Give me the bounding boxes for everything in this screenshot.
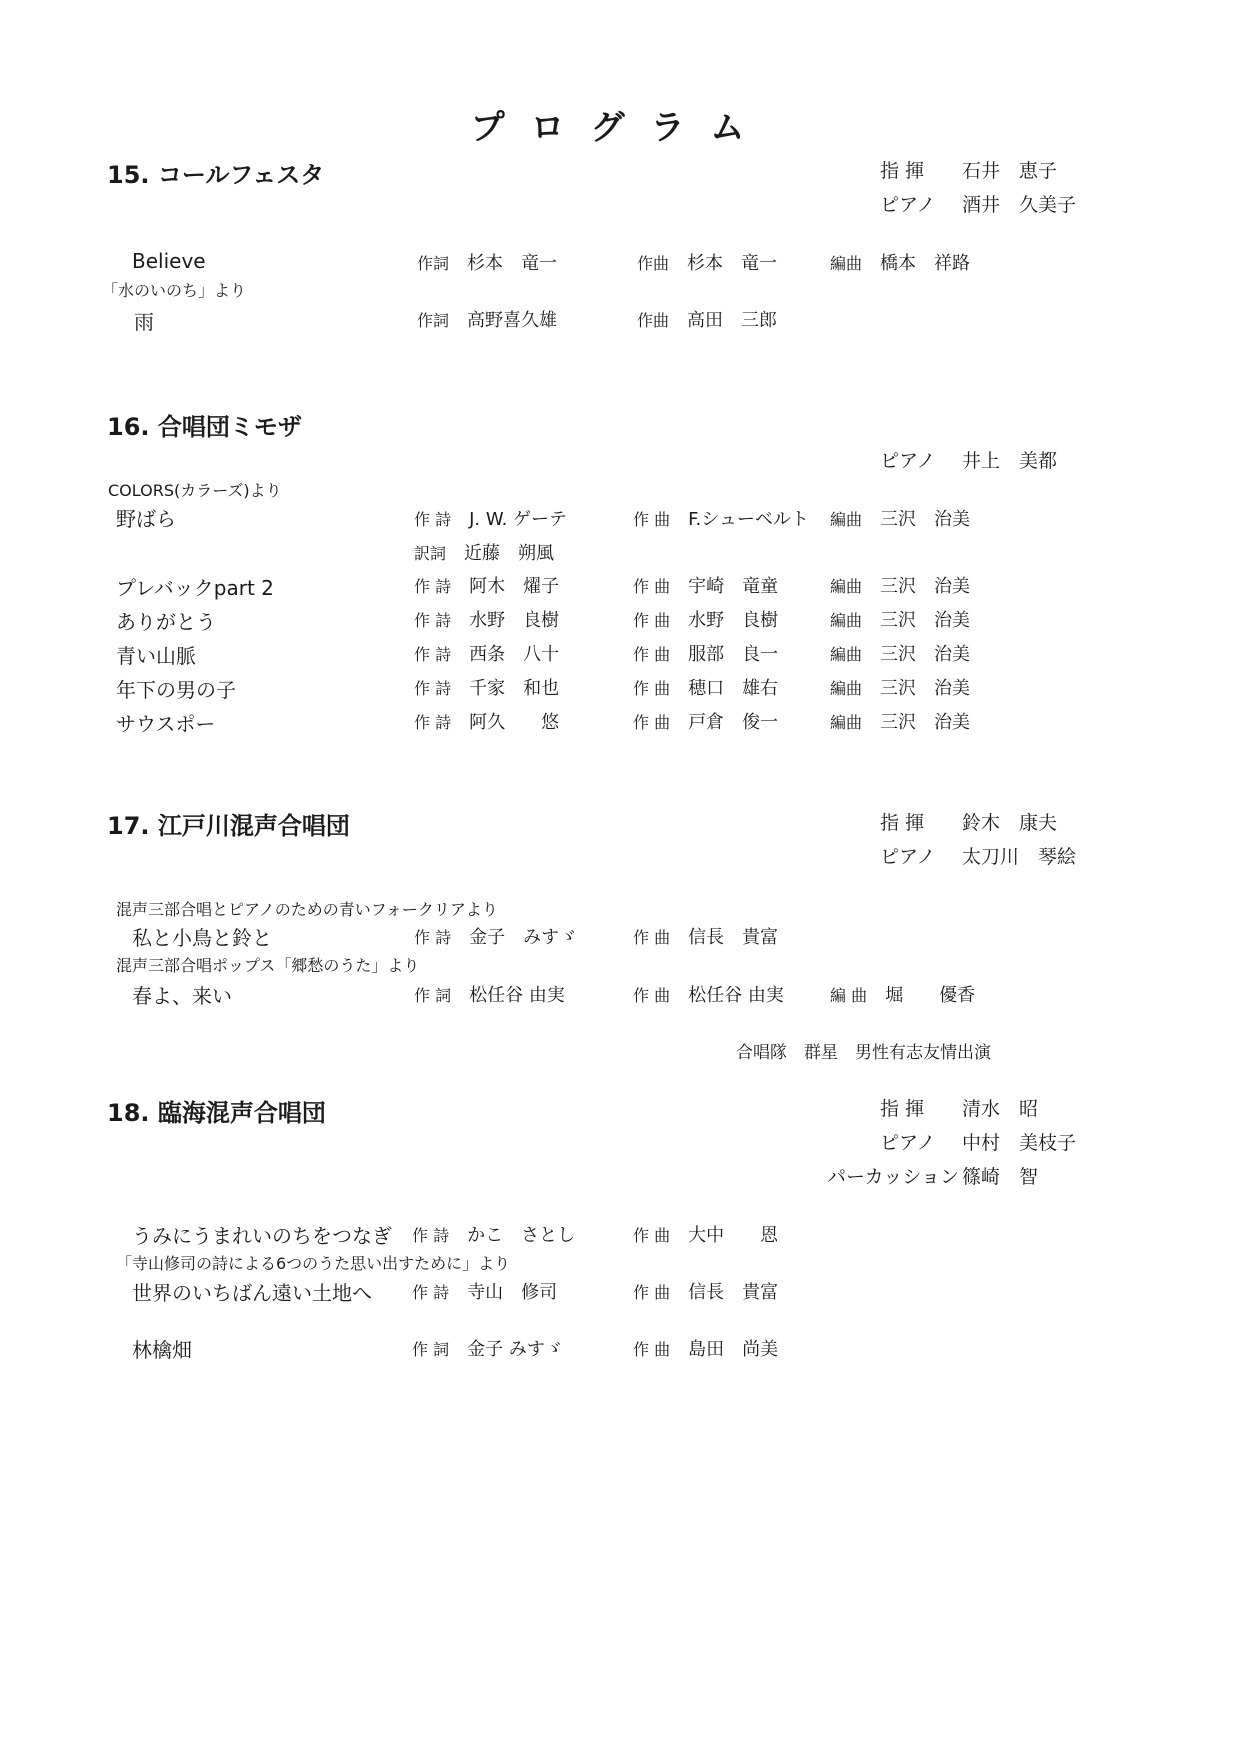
credit-name: 千家 和也	[469, 678, 560, 699]
credit-name: 松任谷 由実	[688, 985, 784, 1006]
credit-name: 三沢 治美	[880, 509, 971, 530]
composer-credit	[633, 606, 778, 632]
arranger-credit	[830, 249, 970, 275]
song-title: ありがとう	[116, 610, 216, 634]
credit-label: 作 曲	[633, 713, 671, 732]
credit-name: 大中 恩	[688, 1225, 779, 1246]
credit-label: 作 詩	[414, 577, 452, 596]
credit-label: 作 詞	[412, 1340, 450, 1359]
song-title: 雨	[134, 310, 154, 334]
credit-label: 作 曲	[633, 577, 671, 596]
credit-label: 作曲	[637, 254, 670, 273]
credit-label: 編曲	[830, 645, 863, 664]
credit-name: 金子 みすゞ	[469, 927, 578, 948]
credit-name: 高野喜久雄	[467, 310, 558, 331]
song-title: 私と小鳥と鈴と	[132, 926, 272, 950]
credit-label: 作詞	[417, 254, 450, 273]
credit-name: 三沢 治美	[880, 678, 971, 699]
composer-credit	[633, 981, 784, 1007]
guest-note: 合唱隊 群星 男性有志友情出演	[736, 1043, 991, 1063]
credit-label: 作 詞	[414, 986, 452, 1005]
credit-label: 作詞	[417, 311, 450, 330]
credit-name: 水野 良樹	[688, 610, 779, 631]
lyricist-credit	[414, 505, 567, 531]
credit-label: 作 詩	[414, 645, 452, 664]
credit-label: 編曲	[830, 713, 863, 732]
staff-role: パーカッション	[827, 1166, 960, 1188]
staff-role: ピアノ	[880, 450, 936, 472]
credit-name: 近藤 朔風	[464, 543, 555, 564]
song-title: サウスポー	[116, 712, 216, 736]
song-title: 野ばら	[116, 507, 176, 531]
staff-role: ピアノ	[880, 1132, 936, 1154]
credit-name: 三沢 治美	[880, 576, 971, 597]
page-title: プログラム	[470, 108, 771, 148]
credit-label: 作 曲	[633, 510, 671, 529]
staff-role: 指 揮	[880, 160, 925, 182]
song-title: 林檎畑	[132, 1338, 192, 1362]
song-title: 年下の男の子	[116, 678, 236, 702]
lyricist-credit	[417, 306, 557, 332]
credit-name: 松任谷 由実	[469, 985, 565, 1006]
source-note: 混声三部合唱ポップス「郷愁のうた」より	[116, 956, 420, 975]
lyricist-credit	[414, 981, 565, 1007]
arranger-credit	[830, 981, 975, 1007]
credit-label: 作 曲	[633, 645, 671, 664]
section-heading: 17. 江戸川混声合唱団	[107, 812, 350, 840]
lyricist-credit	[412, 1278, 557, 1304]
staff-name: 篠崎 智	[962, 1166, 1039, 1188]
credit-label: 作 曲	[633, 611, 671, 630]
credit-name: 橋本 祥路	[880, 253, 971, 274]
source-note: 混声三部合唱とピアノのための青いフォークリアより	[116, 900, 498, 919]
source-note: 「寺山修司の詩による6つのうた思い出すために」より	[116, 1254, 511, 1273]
composer-credit	[637, 306, 777, 332]
composer-credit	[633, 505, 809, 531]
credit-label: 作 曲	[633, 928, 671, 947]
credit-label: 作 詩	[414, 713, 452, 732]
staff-role: 指 揮	[880, 812, 925, 834]
composer-credit	[633, 1335, 778, 1361]
composer-credit	[633, 923, 778, 949]
arranger-credit	[830, 606, 970, 632]
translator-credit	[414, 539, 554, 565]
song-title: Believe	[132, 249, 206, 273]
credit-name: 服部 良一	[688, 644, 779, 665]
credit-label: 作 曲	[633, 1340, 671, 1359]
composer-credit	[633, 674, 778, 700]
credit-label: 編曲	[830, 254, 863, 273]
credit-name: 堀 優香	[885, 985, 976, 1006]
credit-name: 高田 三郎	[687, 310, 778, 331]
credit-name: 島田 尚美	[688, 1339, 779, 1360]
song-title: 青い山脈	[116, 644, 196, 668]
source-note: 「水のいのち」より	[102, 281, 247, 300]
credit-name: 西条 八十	[469, 644, 560, 665]
credit-name: 宇崎 竜童	[688, 576, 779, 597]
credit-name: かこ さとし	[467, 1225, 576, 1246]
credit-label: 編曲	[830, 679, 863, 698]
lyricist-credit	[414, 606, 559, 632]
credit-label: 作曲	[637, 311, 670, 330]
arranger-credit	[830, 674, 970, 700]
arranger-credit	[830, 640, 970, 666]
composer-credit	[633, 708, 778, 734]
credit-label: 編 曲	[830, 986, 868, 1005]
credit-name: 信長 貴富	[688, 1282, 779, 1303]
credit-name: 穂口 雄右	[688, 678, 779, 699]
composer-credit	[633, 1221, 778, 1247]
song-title: 春よ、来い	[132, 984, 232, 1008]
lyricist-credit	[417, 249, 557, 275]
credit-name: 寺山 修司	[467, 1282, 558, 1303]
section-heading: 16. 合唱団ミモザ	[107, 413, 302, 441]
credit-label: 編曲	[830, 510, 863, 529]
credit-name: 信長 貴富	[688, 927, 779, 948]
composer-credit	[633, 1278, 778, 1304]
staff-role: ピアノ	[880, 194, 936, 216]
composer-credit	[633, 572, 778, 598]
lyricist-credit	[414, 572, 559, 598]
credit-name: 水野 良樹	[469, 610, 560, 631]
composer-credit	[633, 640, 778, 666]
lyricist-credit	[414, 640, 559, 666]
credit-name: F.シューベルト	[688, 509, 809, 530]
credit-name: 阿久 悠	[469, 712, 560, 733]
credit-name: 三沢 治美	[880, 644, 971, 665]
credit-name: 金子 みすゞ	[467, 1339, 563, 1360]
song-title: 世界のいちばん遠い土地へ	[132, 1281, 372, 1305]
song-title: うみにうまれいのちをつなぎ	[132, 1224, 392, 1248]
lyricist-credit	[414, 923, 577, 949]
credit-label: 作 詩	[412, 1226, 450, 1245]
credit-label: 編曲	[830, 577, 863, 596]
credit-label: 訳詞	[414, 544, 447, 563]
credit-label: 作 詩	[414, 510, 452, 529]
credit-label: 編曲	[830, 611, 863, 630]
lyricist-credit	[414, 708, 559, 734]
staff-role: 指 揮	[880, 1098, 925, 1120]
arranger-credit	[830, 505, 970, 531]
credit-name: J. W. ゲーテ	[469, 509, 568, 530]
staff-name: 石井 恵子	[962, 160, 1058, 182]
staff-name: 井上 美都	[962, 450, 1058, 472]
credit-name: 杉本 竜一	[467, 253, 558, 274]
staff-name: 鈴木 康夫	[962, 812, 1058, 834]
credit-name: 三沢 治美	[880, 610, 971, 631]
section-heading: 18. 臨海混声合唱団	[107, 1099, 326, 1127]
arranger-credit	[830, 572, 970, 598]
lyricist-credit	[412, 1335, 563, 1361]
lyricist-credit	[414, 674, 559, 700]
credit-label: 作 曲	[633, 1226, 671, 1245]
credit-name: 戸倉 俊一	[688, 712, 779, 733]
credit-label: 作 曲	[633, 1283, 671, 1302]
section-heading: 15. コールフェスタ	[107, 161, 325, 189]
lyricist-credit	[412, 1221, 575, 1247]
credit-label: 作 詩	[414, 928, 452, 947]
credit-label: 作 詩	[414, 611, 452, 630]
credit-name: 阿木 燿子	[469, 576, 560, 597]
staff-name: 太刀川 琴絵	[962, 846, 1077, 868]
staff-role: ピアノ	[880, 846, 936, 868]
credit-label: 作 詩	[414, 679, 452, 698]
credit-label: 作 詩	[412, 1283, 450, 1302]
credit-name: 杉本 竜一	[687, 253, 778, 274]
composer-credit	[637, 249, 777, 275]
credit-label: 作 曲	[633, 986, 671, 1005]
credit-name: 三沢 治美	[880, 712, 971, 733]
staff-name: 中村 美枝子	[962, 1132, 1077, 1154]
staff-name: 清水 昭	[962, 1098, 1039, 1120]
arranger-credit	[830, 708, 970, 734]
song-title: プレバックpart 2	[116, 576, 274, 600]
source-note: COLORS(カラーズ)より	[108, 481, 282, 500]
staff-name: 酒井 久美子	[962, 194, 1077, 216]
credit-label: 作 曲	[633, 679, 671, 698]
